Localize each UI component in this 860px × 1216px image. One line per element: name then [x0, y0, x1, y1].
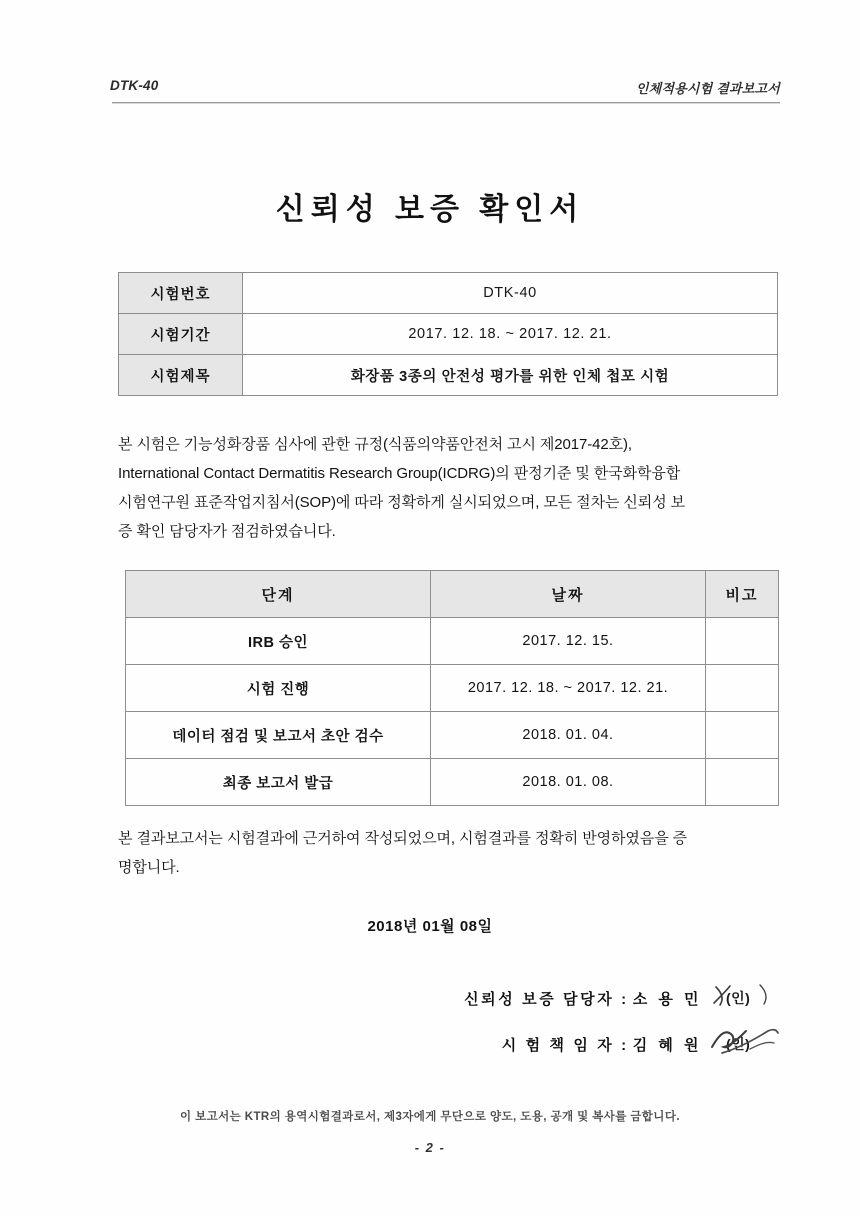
info-label-test-period: 시험기간	[119, 314, 243, 355]
running-header	[110, 78, 780, 104]
cell-note	[706, 665, 779, 712]
cell-note	[706, 618, 779, 665]
table-row	[126, 759, 779, 806]
cell-stage: 최종 보고서 발급	[126, 759, 431, 806]
seal-mark-study-director	[710, 1027, 784, 1061]
cell-date: 2018. 01. 04.	[431, 712, 706, 759]
handwritten-signature-icon	[710, 977, 784, 1017]
table-row	[126, 712, 779, 759]
signature-row-study-director	[420, 1021, 790, 1067]
paragraph-line: 본 결과보고서는 시험결과에 근거하여 작성되었으며, 시험결과를 정확히 반영하였음을 증	[118, 830, 688, 847]
cell-note	[706, 759, 779, 806]
table-row	[126, 665, 779, 712]
signature-role-label: 시 험 책 임 자 :	[501, 1036, 629, 1054]
paragraph-line: 명합니다.	[118, 859, 180, 876]
cell-date: 2017. 12. 15.	[431, 618, 706, 665]
header-test-number: DTK-40	[110, 78, 159, 93]
paragraph-line: International Contact Dermatitis Research Group(ICDRG)의 판정기준 및 한국화학융합	[118, 465, 681, 482]
paragraph-line: 본 시험은 기능성화장품 심사에 관한 규정(식품의약품안전처 고시 제2017-42호),	[118, 436, 632, 453]
table-row	[126, 618, 779, 665]
page-title: 신뢰성 보증 확인서	[275, 193, 585, 226]
column-header-note: 비고	[706, 571, 779, 618]
seal-label: (인)	[726, 990, 751, 1006]
signature-block	[420, 975, 790, 1067]
cell-date: 2018. 01. 08.	[431, 759, 706, 806]
test-info-table	[118, 272, 778, 396]
cell-date: 2017. 12. 18. ~ 2017. 12. 21.	[431, 665, 706, 712]
signature-name: 소 용 민	[632, 990, 702, 1008]
seal-mark-qa-officer	[710, 981, 784, 1015]
schedule-table	[125, 570, 779, 806]
table-row	[119, 355, 778, 396]
seal-label: (인)	[726, 1036, 751, 1052]
page-number: - 2 -	[414, 1140, 446, 1155]
signature-name: 김 혜 원	[632, 1036, 702, 1054]
signature-row-qa-officer	[420, 975, 790, 1021]
signature-role-label: 신뢰성 보증 담당자 :	[464, 990, 629, 1008]
statement-paragraph-compliance	[118, 430, 782, 546]
info-value-test-period: 2017. 12. 18. ~ 2017. 12. 21.	[243, 314, 778, 355]
paragraph-line: 증 확인 담당자가 점검하였습니다.	[118, 523, 336, 540]
info-value-test-title: 화장품 3종의 안전성 평가를 위한 인체 첩포 시험	[243, 355, 778, 396]
cell-note	[706, 712, 779, 759]
table-row	[119, 273, 778, 314]
statement-paragraph-certification	[118, 824, 782, 882]
info-label-test-title: 시험제목	[119, 355, 243, 396]
issue-date: 2018년 01월 08일	[367, 918, 493, 935]
header-divider-rule	[112, 102, 780, 104]
paragraph-line: 시험연구원 표준작업지침서(SOP)에 따라 정확하게 실시되었으며, 모든 절차는 신뢰성 보	[118, 494, 686, 511]
cell-stage: 시험 진행	[126, 665, 431, 712]
info-label-test-number: 시험번호	[119, 273, 243, 314]
info-value-test-number: DTK-40	[243, 273, 778, 314]
cell-stage: 데이터 점검 및 보고서 초안 검수	[126, 712, 431, 759]
handwritten-signature-icon	[710, 1023, 784, 1063]
table-row	[119, 314, 778, 355]
cell-stage: IRB 승인	[126, 618, 431, 665]
table-header-row	[126, 571, 779, 618]
column-header-date: 날짜	[431, 571, 706, 618]
column-header-stage: 단계	[126, 571, 431, 618]
header-report-type: 인체적용시험 결과보고서	[635, 81, 780, 96]
footer-notice: 이 보고서는 KTR의 용역시험결과로서, 제3자에게 무단으로 양도, 도용, 공개 및 복사를 금합니다.	[180, 1111, 680, 1123]
